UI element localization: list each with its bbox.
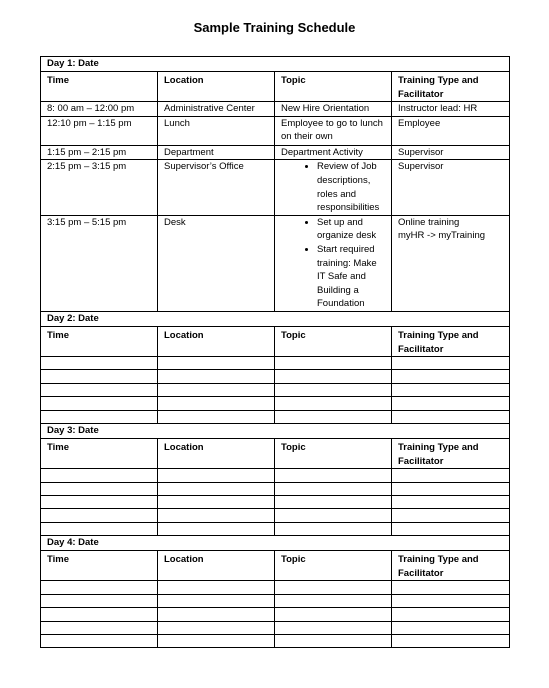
topic-cell: Department Activity: [275, 145, 392, 160]
empty-cell: [158, 496, 275, 509]
location-cell: Department: [158, 145, 275, 160]
empty-cell: [275, 634, 392, 647]
header-time: Time: [41, 551, 158, 581]
empty-row: [41, 634, 510, 647]
empty-row: [41, 357, 510, 370]
empty-cell: [392, 621, 510, 634]
header-training-type: Training Type and Facilitator: [392, 326, 510, 356]
empty-row: [41, 469, 510, 482]
day-4-label: Day 4: Date: [41, 536, 510, 551]
empty-cell: [158, 594, 275, 607]
header-location: Location: [158, 326, 275, 356]
time-cell: 3:15 pm – 5:15 pm: [41, 215, 158, 311]
empty-cell: [392, 509, 510, 522]
empty-cell: [158, 469, 275, 482]
empty-cell: [392, 634, 510, 647]
topic-bullet: • Start required training: Make IT Safe and Building a Foundation: [317, 243, 385, 311]
location-cell: Supervisor’s Office: [158, 160, 275, 215]
empty-cell: [41, 410, 158, 423]
training-type-cell: Instructor lead: HR: [392, 102, 510, 117]
header-location: Location: [158, 439, 275, 469]
day-3-label: Day 3: Date: [41, 424, 510, 439]
table-row: [41, 116, 510, 145]
location-cell: Desk: [158, 215, 275, 311]
header-training-type: Training Type and Facilitator: [392, 551, 510, 581]
empty-cell: [41, 357, 158, 370]
empty-row: [41, 509, 510, 522]
empty-cell: [275, 370, 392, 383]
day-4-header-row: [41, 551, 510, 581]
empty-cell: [275, 621, 392, 634]
header-topic: Topic: [275, 72, 392, 102]
topic-bullet: • Review of Job descriptions, roles and responsibilities: [317, 160, 385, 214]
empty-row: [41, 370, 510, 383]
empty-cell: [275, 469, 392, 482]
header-location: Location: [158, 72, 275, 102]
empty-cell: [392, 482, 510, 495]
table-row: [41, 145, 510, 160]
empty-row: [41, 608, 510, 621]
document-title: Sample Training Schedule: [193, 20, 356, 35]
empty-cell: [41, 383, 158, 396]
empty-cell: [392, 522, 510, 535]
empty-cell: [158, 357, 275, 370]
empty-cell: [275, 496, 392, 509]
empty-cell: [392, 581, 510, 594]
empty-cell: [41, 509, 158, 522]
empty-cell: [41, 469, 158, 482]
topic-cell: Employee to go to lunch on their own: [275, 116, 392, 145]
empty-cell: [158, 621, 275, 634]
header-topic: Topic: [275, 551, 392, 581]
empty-cell: [392, 496, 510, 509]
empty-cell: [392, 594, 510, 607]
empty-cell: [41, 397, 158, 410]
empty-cell: [275, 509, 392, 522]
time-cell: 1:15 pm – 2:15 pm: [41, 145, 158, 160]
empty-cell: [41, 496, 158, 509]
empty-cell: [158, 383, 275, 396]
empty-cell: [158, 608, 275, 621]
training-schedule-table: [40, 56, 510, 648]
empty-cell: [275, 608, 392, 621]
empty-cell: [41, 621, 158, 634]
empty-cell: [275, 482, 392, 495]
table-row: [41, 215, 510, 311]
empty-cell: [41, 522, 158, 535]
empty-cell: [158, 410, 275, 423]
empty-row: [41, 496, 510, 509]
header-location: Location: [158, 551, 275, 581]
empty-cell: [392, 383, 510, 396]
empty-cell: [275, 581, 392, 594]
topic-cell: [275, 160, 392, 215]
empty-row: [41, 482, 510, 495]
empty-cell: [275, 522, 392, 535]
training-type-line: Online training: [398, 216, 460, 228]
empty-cell: [275, 410, 392, 423]
empty-cell: [392, 397, 510, 410]
empty-row: [41, 581, 510, 594]
header-time: Time: [41, 326, 158, 356]
empty-cell: [41, 581, 158, 594]
empty-cell: [275, 594, 392, 607]
empty-row: [41, 410, 510, 423]
empty-row: [41, 397, 510, 410]
header-time: Time: [41, 439, 158, 469]
table-row: [41, 102, 510, 117]
time-cell: 8: 00 am – 12:00 pm: [41, 102, 158, 117]
topic-cell: New Hire Orientation: [275, 102, 392, 117]
location-cell: Lunch: [158, 116, 275, 145]
day-2-header-row: [41, 326, 510, 356]
location-cell: Administrative Center: [158, 102, 275, 117]
header-training-type: Training Type and Facilitator: [392, 72, 510, 102]
topic-cell: [275, 215, 392, 311]
empty-cell: [158, 522, 275, 535]
empty-cell: [158, 509, 275, 522]
empty-cell: [41, 594, 158, 607]
empty-cell: [41, 482, 158, 495]
training-type-cell: Supervisor: [392, 145, 510, 160]
empty-row: [41, 522, 510, 535]
day-3-header-row: [41, 439, 510, 469]
time-cell: 2:15 pm – 3:15 pm: [41, 160, 158, 215]
empty-row: [41, 594, 510, 607]
empty-cell: [41, 634, 158, 647]
empty-row: [41, 621, 510, 634]
training-type-line: myHR -> myTraining: [398, 230, 486, 242]
day-1-header-row: [41, 72, 510, 102]
time-cell: 12:10 pm – 1:15 pm: [41, 116, 158, 145]
day-1-label: Day 1: Date: [41, 57, 510, 72]
empty-cell: [41, 608, 158, 621]
training-type-cell: [392, 215, 510, 311]
header-training-type: Training Type and Facilitator: [392, 439, 510, 469]
empty-cell: [275, 383, 392, 396]
empty-cell: [392, 357, 510, 370]
header-topic: Topic: [275, 439, 392, 469]
topic-bullet: • Set up and organize desk: [317, 216, 385, 243]
empty-cell: [158, 397, 275, 410]
empty-cell: [158, 634, 275, 647]
day-2-label: Day 2: Date: [41, 311, 510, 326]
header-time: Time: [41, 72, 158, 102]
empty-cell: [392, 469, 510, 482]
empty-cell: [158, 581, 275, 594]
table-row: [41, 160, 510, 215]
empty-cell: [392, 410, 510, 423]
empty-cell: [275, 357, 392, 370]
empty-cell: [275, 397, 392, 410]
training-type-cell: Supervisor: [392, 160, 510, 215]
empty-row: [41, 383, 510, 396]
empty-cell: [392, 608, 510, 621]
header-topic: Topic: [275, 326, 392, 356]
training-type-cell: Employee: [392, 116, 510, 145]
empty-cell: [158, 370, 275, 383]
empty-cell: [158, 482, 275, 495]
empty-cell: [41, 370, 158, 383]
empty-cell: [392, 370, 510, 383]
